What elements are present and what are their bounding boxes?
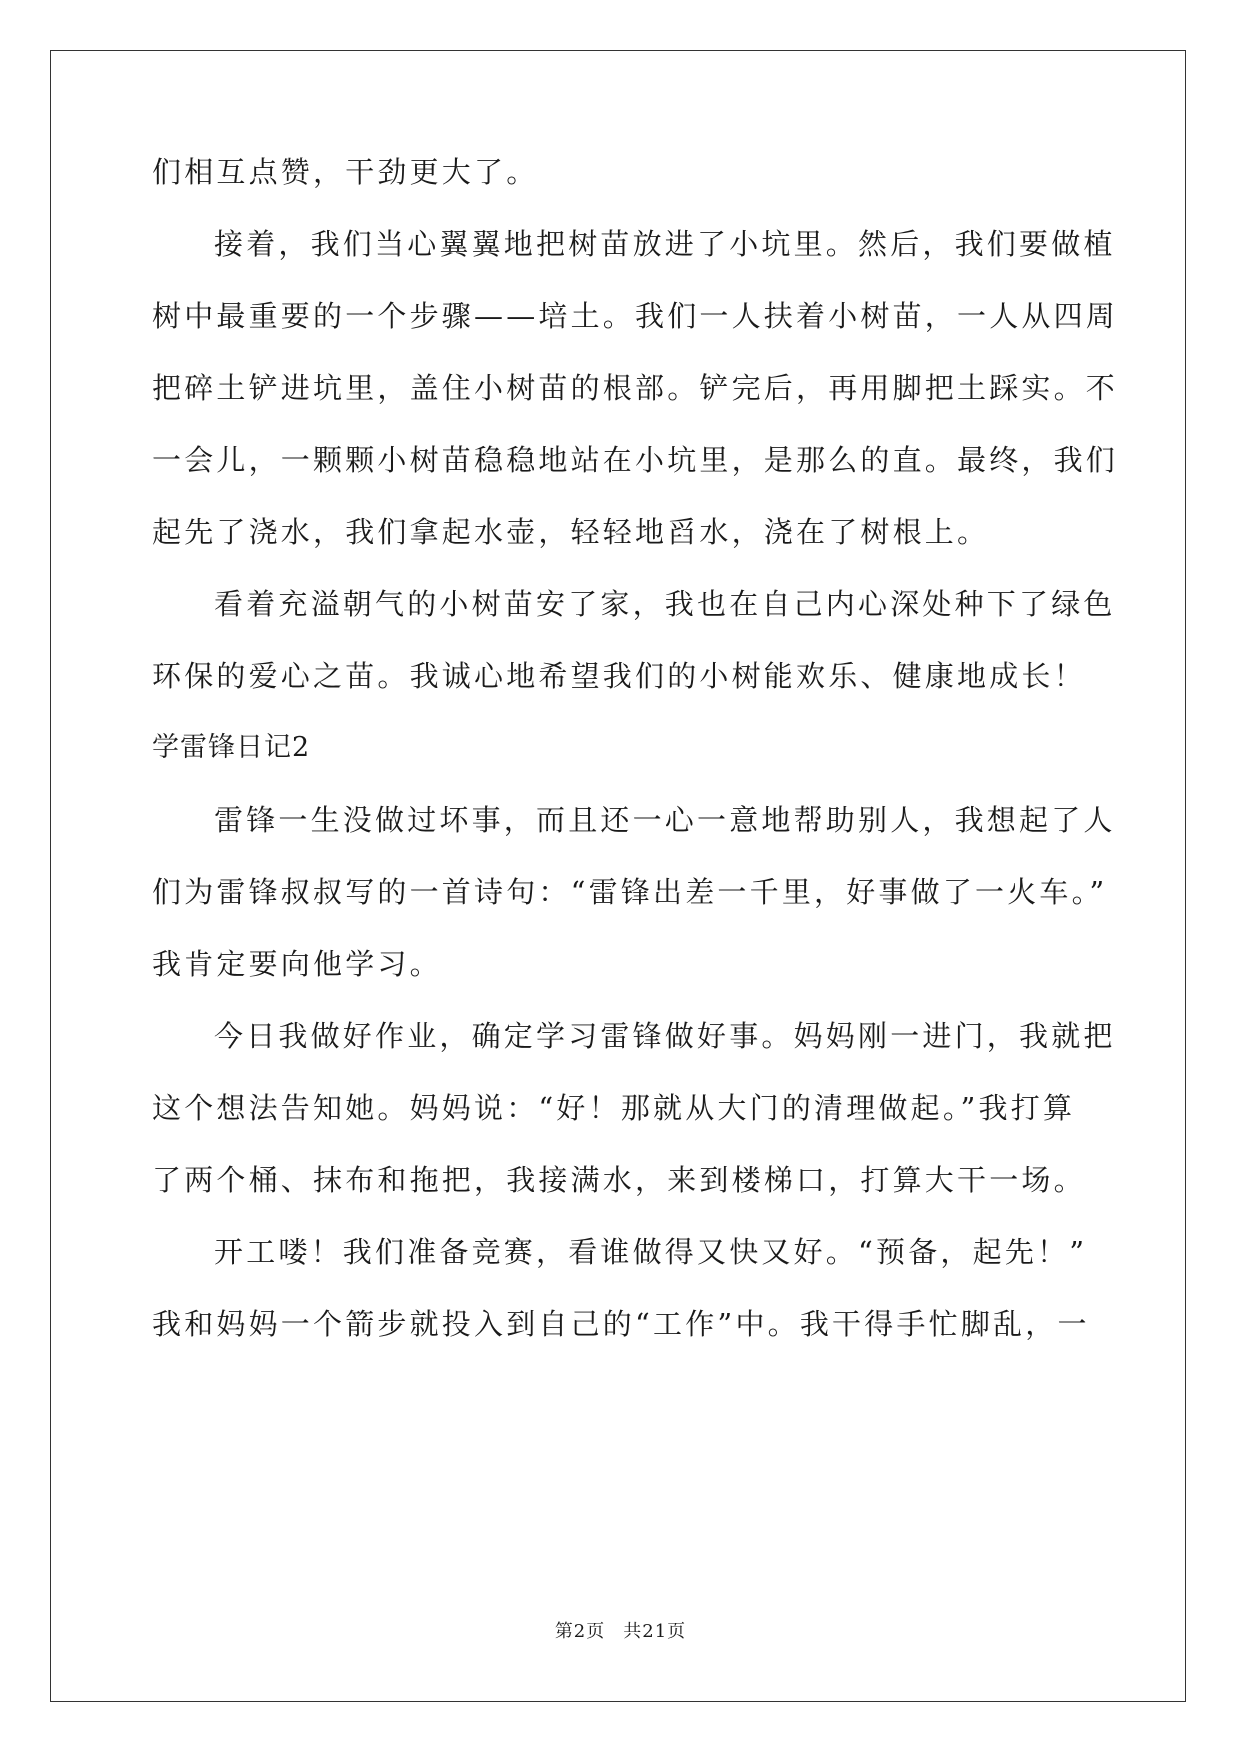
paragraph-start-line: 今日我做好作业，确定学习雷锋做好事。妈妈刚一进门，我就把 [214,1019,1116,1053]
page-footer [0,1620,1241,1644]
text-line: 这个想法告知她。妈妈说：“好！那就从大门的清理做起。”我打算 [152,1091,1076,1125]
text-line: 把碎土铲进坑里，盖住小树苗的根部。铲完后，再用脚把土踩实。不 [152,371,1119,405]
page-total: 共21页 [623,1621,687,1642]
text-line: 我肯定要向他学习。 [152,947,442,981]
paragraph-start-line: 雷锋一生没做过坏事，而且还一心一意地帮助别人，我想起了人 [214,803,1116,837]
text-line: 们相互点赞，干劲更大了。 [152,155,539,189]
text-line: 起先了浇水，我们拿起水壶，轻轻地舀水，浇在了树根上。 [152,515,990,549]
paragraph-start-line: 开工喽！我们准备竞赛，看谁做得又快又好。“预备，起先！” [214,1235,1088,1269]
paragraph-start-line: 看着充溢朝气的小树苗安了家，我也在自己内心深处种下了绿色 [214,587,1116,621]
text-line: 环保的爱心之苗。我诚心地希望我们的小树能欢乐、健康地成长！ [152,659,1086,693]
section-heading: 学雷锋日记2 [152,732,311,763]
text-line: 我和妈妈一个箭步就投入到自己的“工作”中。我干得手忙脚乱，一 [152,1307,1090,1341]
page-number: 第2页 [554,1621,606,1642]
text-line: 一会儿，一颗颗小树苗稳稳地站在小坑里，是那么的直。最终，我们 [152,443,1119,477]
text-line: 树中最重要的一个步骤——培土。我们一人扶着小树苗，一人从四周 [152,299,1119,333]
paragraph-start-line: 接着，我们当心翼翼地把树苗放进了小坑里。然后，我们要做植 [214,227,1116,261]
text-line: 们为雷锋叔叔写的一首诗句：“雷锋出差一千里，好事做了一火车。” [152,875,1108,909]
text-line: 了两个桶、抹布和拖把，我接满水，来到楼梯口，打算大干一场。 [152,1163,1086,1197]
